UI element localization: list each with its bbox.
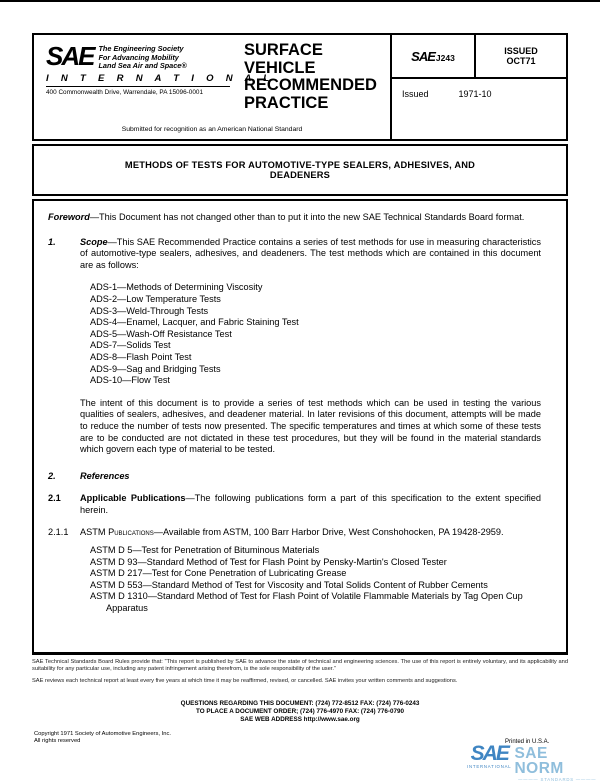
copyright-block: Copyright 1971 Society of Automotive Engineers, Inc. All rights reserved [34, 731, 171, 745]
order-line: TO PLACE A DOCUMENT ORDER; (724) 776-4970 FAX: (724) 776-0790 [196, 707, 404, 715]
section-2-1-applicable-publications: 2.1 Applicable Publications—The following publications form a part of this specification to the extent specified herein. [48, 493, 542, 515]
ads-test-list [90, 282, 541, 386]
web-address-line: SAE WEB ADDRESS http://www.sae.org [240, 715, 360, 723]
astm-reference-list [90, 545, 541, 615]
issued-label: Issued [402, 89, 429, 99]
sae-international-label: I N T E R N A T I O N A L [46, 72, 274, 84]
scope-label: Scope [80, 236, 108, 247]
header-main-area [34, 35, 390, 139]
applicable-publications-label: Applicable Publications [80, 493, 186, 504]
questions-line: QUESTIONS REGARDING THIS DOCUMENT: (724) 772-8512 FAX: (724) 776-0243 [180, 700, 420, 707]
document-number-cell [392, 35, 476, 77]
section-number: 1. [48, 236, 56, 247]
sae-logo: SAE [46, 41, 94, 71]
list-item: ASTM D 93—Standard Method of Test for Flash Point by Pensky-Martin's Closed Tester [90, 556, 447, 567]
list-item: ADS-9—Sag and Bridging Tests [90, 363, 221, 374]
list-item: ADS-5—Wash-Off Resistance Test [90, 328, 232, 339]
section-number: 2.1 [48, 493, 61, 504]
title-box [32, 144, 568, 196]
document-number: J243 [435, 53, 455, 63]
watermark-standards-label: ———— STANDARDS ———— [518, 777, 596, 782]
contact-block [0, 700, 600, 724]
sae-mark: SAE [411, 48, 435, 64]
legal-notice-2: SAE reviews each technical report at least every five years at which time it may be reaffirmed, revised, or cancelled. SAE invites your written comments and suggestions. [32, 678, 458, 684]
list-item: ASTM D 1310—Standard Method of Test for Flash Point of Volatile Flammable Materials by Tag Open Cup Apparatus [90, 591, 523, 614]
watermark-sae-icon: SAE [470, 742, 508, 765]
top-border-rule [0, 0, 600, 2]
document-body [32, 199, 568, 655]
intent-paragraph: The intent of this document is to provide a series of test methods which can be used in testing the various qualities of sealers, adhesives, and deadener material. In later revisions of this document, attempts will be made to reduce the number of tests now presented. The specific temperatures and times at which some of these tests are to be conducted are not dictated in these test procedures, but they will be found in the material standards which govern each type of material to be tested. [80, 397, 541, 455]
foreword-paragraph: Foreword—This Document has not changed other than to put it into the new SAE Technical Standards Board format. [48, 212, 525, 222]
issued-stamp-cell: ISSUED OCT71 [504, 45, 538, 66]
list-item: ADS-7—Solids Test [90, 340, 171, 351]
references-label: References [80, 470, 130, 481]
issued-date: 1971-10 [458, 89, 492, 99]
watermark-international-label: INTERNATIONAL [467, 764, 512, 769]
section-1-scope: 1. Scope—This SAE Recommended Practice contains a series of test methods for use in measuring characteristics of automotive-type sealers, adhesives, and deadeners. The test methods which are contained in this document are as follows: [48, 236, 541, 270]
section-number: 2.1.1 [48, 527, 69, 538]
list-item: ADS-3—Weld-Through Tests [90, 305, 209, 316]
astm-publications-label: ASTM Publications [80, 527, 154, 538]
document-title: METHODS OF TESTS FOR AUTOMOTIVE-TYPE SEALERS, ADHESIVES, AND DEADENERS [124, 160, 476, 180]
submitted-recognition-note: Submitted for recognition as an American National Standard [121, 126, 303, 133]
document-header [32, 33, 568, 141]
list-item: ASTM D 217—Test for Cone Penetration of Lubricating Grease [90, 568, 347, 579]
sae-logo-block [46, 41, 274, 96]
section-2-1-1-astm-publications: 2.1.1 ASTM Publications—Available from ASTM, 100 Barr Harbor Drive, West Conshohocken, PA 19428-2959. [48, 527, 504, 538]
section-2-references [48, 471, 541, 483]
list-item: ADS-10—Flow Test [90, 375, 170, 386]
section-number: 2. [48, 470, 56, 481]
printed-in-usa-label: Printed in U.S.A. [505, 739, 550, 745]
foreword-label: Foreword [48, 212, 90, 222]
list-item: ADS-2—Low Temperature Tests [90, 293, 221, 304]
sae-address: 400 Commonwealth Drive, Warrendale, PA 15096-0001 [46, 88, 204, 96]
list-item: ASTM D 553—Standard Method of Test for Viscosity and Total Solids Content of Rubber Cements [90, 579, 488, 590]
header-right-column [390, 35, 566, 139]
list-item: ADS-1—Methods of Determining Viscosity [90, 282, 263, 293]
sae-norm-watermark-logo [467, 744, 600, 782]
legal-notice-1: SAE Technical Standards Board Rules provide that: “This report is published by SAE to advance the state of technical and engineering sciences. The use of this report is entirely voluntary, and its applicability and suitability for any particular use, including any patent infringement arising therefrom, is the sole responsibility of the user.” [32, 659, 568, 672]
issued-date-row [392, 79, 566, 99]
watermark-norm-label: SAE NORM [514, 745, 564, 777]
list-item: ASTM D 5—Test for Penetration of Bituminous Materials [90, 545, 320, 556]
list-item: ADS-8—Flash Point Test [90, 351, 192, 362]
logo-divider-rule [46, 86, 230, 87]
sae-tagline: The Engineering Society For Advancing Mobility Land Sea Air and Space® [98, 44, 187, 71]
document-type-title: SURFACE VEHICLE RECOMMENDED PRACTICE [244, 41, 377, 112]
list-item: ADS-4—Enamel, Lacquer, and Fabric Staining Test [90, 317, 299, 328]
